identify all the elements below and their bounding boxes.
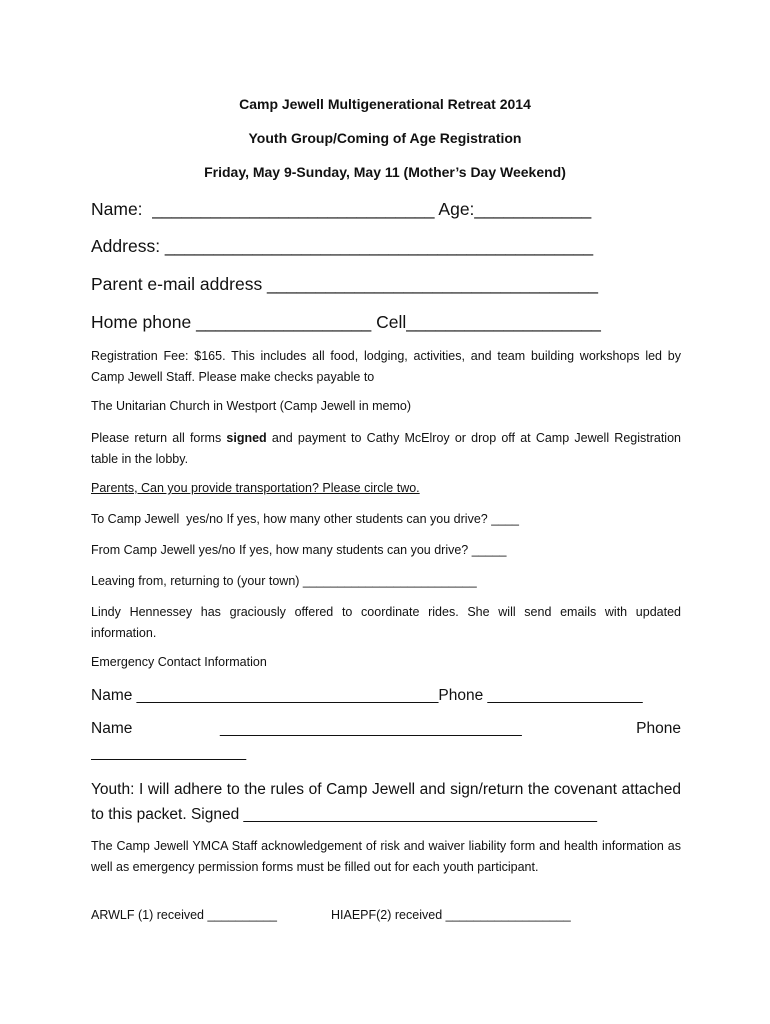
lindy-rides-note: Lindy Hennessey has graciously offered to coordinate rides. She will send emails with updated information. <box>91 605 681 640</box>
return-text-end: and payment to Cathy McElroy or drop off at Camp Jewell Registration table in the lobby. <box>91 431 681 466</box>
transport-heading-text: Parents, Can you provide transportation? Please circle two. <box>91 481 420 495</box>
leaving-from-field[interactable]: Leaving from, returning to (your town) _________________________ <box>91 574 477 588</box>
arwlf-received-field[interactable]: ARWLF (1) received __________ <box>91 908 277 922</box>
office-use-row <box>91 908 681 964</box>
emergency-heading: Emergency Contact Information <box>91 655 267 669</box>
return-text-start: Please return all forms <box>91 431 227 445</box>
parent-email-field[interactable]: Parent e-mail address __________________________________ <box>91 274 598 294</box>
forms-requirement-note: The Camp Jewell YMCA Staff acknowledgement of risk and waiver liability form and health information as well as emergency permission forms must be filled out for each youth participant. <box>91 839 681 874</box>
payee-text: The Unitarian Church in Westport (Camp Jewell in memo) <box>91 399 412 413</box>
registration-fee-text: Registration Fee: $165. This includes all food, lodging, activities, and team building workshops led by Camp Jewell Staff. Please make checks payable to <box>91 349 681 384</box>
address-field[interactable]: Address: ____________________________________________ <box>91 236 594 256</box>
from-camp-question[interactable]: From Camp Jewell yes/no If yes, how many students can you drive? _____ <box>91 543 507 557</box>
transport-heading <box>91 481 681 495</box>
emergency-contact-row-1[interactable]: Name ___________________________________Phone __________________ <box>91 687 643 704</box>
phone-fields[interactable]: Home phone __________________ Cell____________________ <box>91 312 601 332</box>
form-subtitle: Youth Group/Coming of Age Registration <box>248 130 522 146</box>
emergency-contact-row-2[interactable] <box>91 720 681 740</box>
emergency-name-blank[interactable]: ___________________________________ <box>220 720 522 737</box>
hiaepf-received-field[interactable]: HIAEPF(2) received __________________ <box>331 908 571 922</box>
return-forms-text <box>91 428 681 470</box>
to-camp-question[interactable]: To Camp Jewell yes/no If yes, how many other students can you drive? ____ <box>91 512 520 526</box>
youth-covenant-statement[interactable]: Youth: I will adhere to the rules of Camp Jewell and sign/return the covenant attached to this packet. Signed _________________________________________ <box>91 781 681 823</box>
emergency-phone-blank[interactable]: __________________ <box>91 744 247 761</box>
name-age-field[interactable]: Name: _____________________________ Age:____________ <box>91 199 592 219</box>
event-dates: Friday, May 9-Sunday, May 11 (Mother’s Day Weekend) <box>204 164 566 180</box>
signed-emphasis: signed <box>226 431 267 445</box>
emergency-name-label: Name <box>91 720 133 737</box>
form-title: Camp Jewell Multigenerational Retreat 2014 <box>239 96 531 112</box>
emergency-phone-label: Phone <box>636 720 681 737</box>
